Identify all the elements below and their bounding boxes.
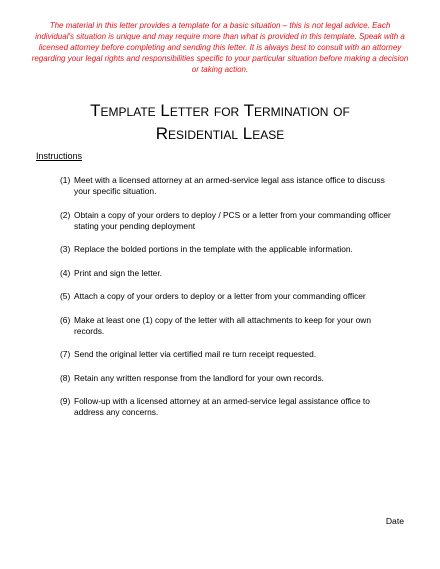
item-number: (1) <box>60 175 71 185</box>
item-number: (9) <box>60 396 71 406</box>
list-item <box>60 291 400 302</box>
list-item <box>60 396 400 418</box>
list-item <box>60 268 400 279</box>
item-text: Print and sign the letter. <box>74 267 162 278</box>
date-label: Date <box>385 516 404 526</box>
list-item <box>60 244 400 255</box>
item-number: (6) <box>60 314 71 325</box>
item-number: (8) <box>60 372 71 383</box>
list-item <box>60 373 400 384</box>
instructions-list <box>60 175 400 431</box>
item-number: (7) <box>60 349 71 359</box>
item-text: Send the original letter via certified mail re turn receipt requested. <box>74 349 317 359</box>
item-text: Make at least one (1) copy of the letter with all attachments to keep for your own records. <box>74 314 371 336</box>
list-item <box>60 210 400 232</box>
list-item <box>60 349 400 360</box>
item-text: Follow-up with a licensed attorney at an armed-service legal assistance office to address any concerns. <box>74 396 370 417</box>
list-item <box>60 315 400 337</box>
item-text: Obtain a copy of your orders to deploy / PCS or a letter from your commanding officer stating your pending deployment <box>74 209 391 231</box>
item-text: Replace the bolded portions in the template with the applicable information. <box>74 244 353 254</box>
legal-disclaimer: The material in this letter provides a template for a basic situation – this is not legal advice. Each individual's situation is unique and may require more than what is provided in this template. Speak with a licensed attorney before completing and sending this letter. It is always best to consult with an attorney regarding your legal rights and responsibilities specific to your particular situation before making a decision or taking action. <box>31 21 409 74</box>
item-text: Attach a copy of your orders to deploy or a letter from your commanding officer <box>74 291 366 301</box>
title-line-1: Template Letter for Termination of <box>90 101 350 120</box>
item-number: (4) <box>60 267 71 278</box>
list-item <box>60 175 400 197</box>
item-number: (2) <box>60 209 71 220</box>
document-title <box>40 99 400 145</box>
instructions-heading: Instructions <box>36 151 83 161</box>
item-text: Retain any written response from the landlord for your own records. <box>74 372 324 383</box>
item-text: Meet with a licensed attorney at an armed-service legal ass istance office to discuss your specific situation. <box>74 175 385 196</box>
item-number: (3) <box>60 244 71 254</box>
title-line-2: Residential Lease <box>155 124 285 143</box>
item-number: (5) <box>60 291 71 301</box>
